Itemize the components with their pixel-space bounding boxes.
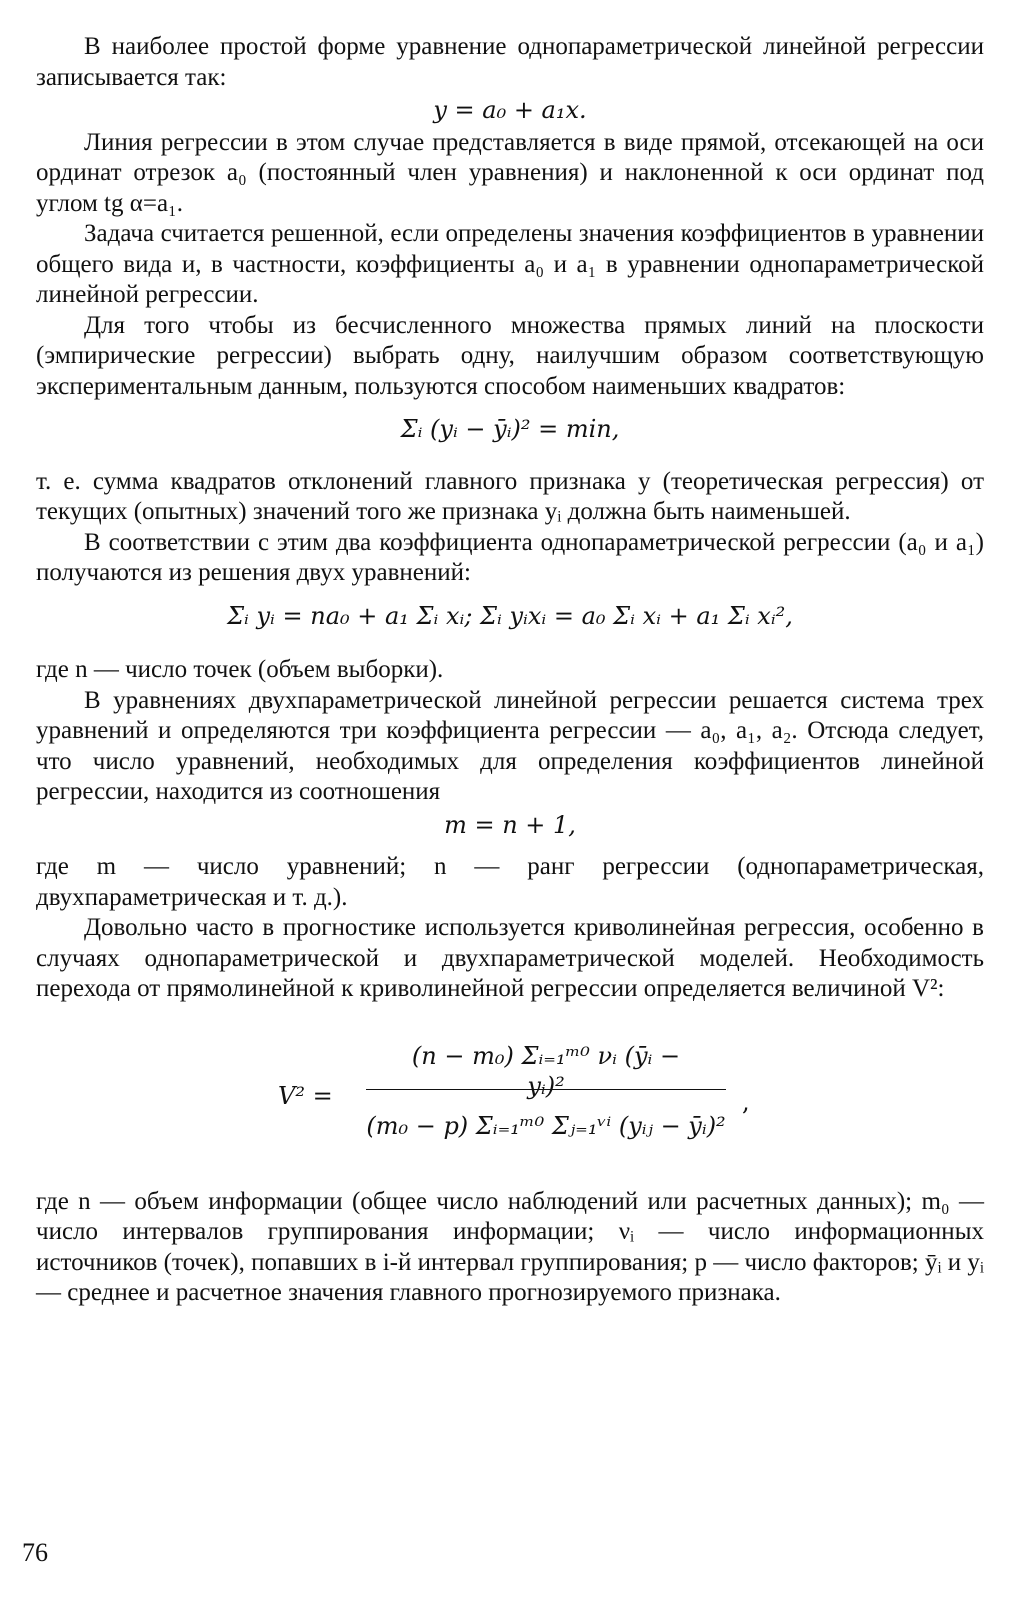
body-text bbox=[36, 32, 984, 1309]
paragraph: Линия регрессии в этом случае представляется в виде прямой, отсекающей на оси ординат отрезок a₀ (постоянный член уравнения) и наклоненной к оси ординат под углом tg α=a₁. bbox=[36, 128, 984, 217]
paragraph: т. е. сумма квадратов отклонений главного признака y (теоретическая регрессия) от текущих (опытных) значений того же признака yᵢ должна быть наименьшей. bbox=[36, 467, 984, 525]
formula-comma: , bbox=[742, 1087, 750, 1116]
fraction-bar bbox=[366, 1089, 726, 1090]
paragraph: где n — объем информации (общее число наблюдений или расчетных данных); m₀ — число интервалов группирования информации; νᵢ — число информационных источников (точек), попавших в i-й интервал группирования; p — число факторов; ȳᵢ и yᵢ — среднее и расчетное значения главного прогнозируемого признака. bbox=[36, 1187, 985, 1306]
formula-v-squared bbox=[36, 1031, 984, 1173]
fraction-numerator: (n − m₀) Σᵢ₌₁ᵐ⁰ νᵢ (ȳᵢ − yᵢ)² bbox=[411, 1041, 681, 1100]
paragraph: Для того чтобы из бесчисленного множества прямых линий на плоскости (эмпирические регрессии) выбрать одну, наилучшим образом соответствующую экспериментальным данным, пользуются способом наименьших квадратов: bbox=[36, 311, 984, 400]
page-number: 76 bbox=[22, 1538, 48, 1567]
formula-normal-equations: Σᵢ yᵢ = na₀ + a₁ Σᵢ xᵢ; Σᵢ yᵢxᵢ = a₀ Σᵢ xᵢ + a₁ Σᵢ xᵢ², bbox=[227, 601, 793, 630]
paragraph: В соответствии с этим два коэффициента однопараметрической регрессии (a₀ и a₁) получаются из решения двух уравнений: bbox=[36, 528, 984, 586]
paragraph: Довольно часто в прогностике используется криволинейная регрессия, особенно в случаях однопараметрической и двухпараметрической моделей. Необходимость перехода от прямолинейной к криволинейной регрессии определяется величиной V²: bbox=[36, 914, 984, 1002]
formula-lhs: V² = bbox=[278, 1081, 333, 1110]
paragraph: В наиболее простой форме уравнение однопараметрической линейной регрессии записывается так: bbox=[36, 33, 984, 91]
fraction-denominator: (m₀ − p) Σᵢ₌₁ᵐ⁰ Σⱼ₌₁ᵛⁱ (yᵢⱼ − ȳᵢ)² bbox=[366, 1111, 726, 1140]
formula-linear-regression: y = a₀ + a₁x. bbox=[433, 96, 587, 124]
formula-equation-count: m = n + 1, bbox=[444, 810, 576, 839]
paragraph: где m — число уравнений; n — ранг регрессии (однопараметрическая, двухпараметрическая и т. д.). bbox=[36, 853, 984, 911]
paragraph: где n — число точек (объем выборки). bbox=[36, 656, 444, 683]
paragraph: Задача считается решенной, если определены значения коэффициентов в уравнении общего вида и, в частности, коэффициенты a₀ и a₁ в уравнении однопараметрической линейной регрессии. bbox=[36, 220, 984, 308]
formula-least-squares: Σᵢ (yᵢ − ȳᵢ)² = min, bbox=[400, 415, 620, 443]
paragraph: В уравнениях двухпараметрической линейной регрессии решается система трех уравнений и определяются три коэффициента регрессии — a₀, a₁, a₂. Отсюда следует, что число уравнений, необходимых для определения коэффициентов линейной регрессии, находится из соотношения bbox=[36, 686, 984, 805]
